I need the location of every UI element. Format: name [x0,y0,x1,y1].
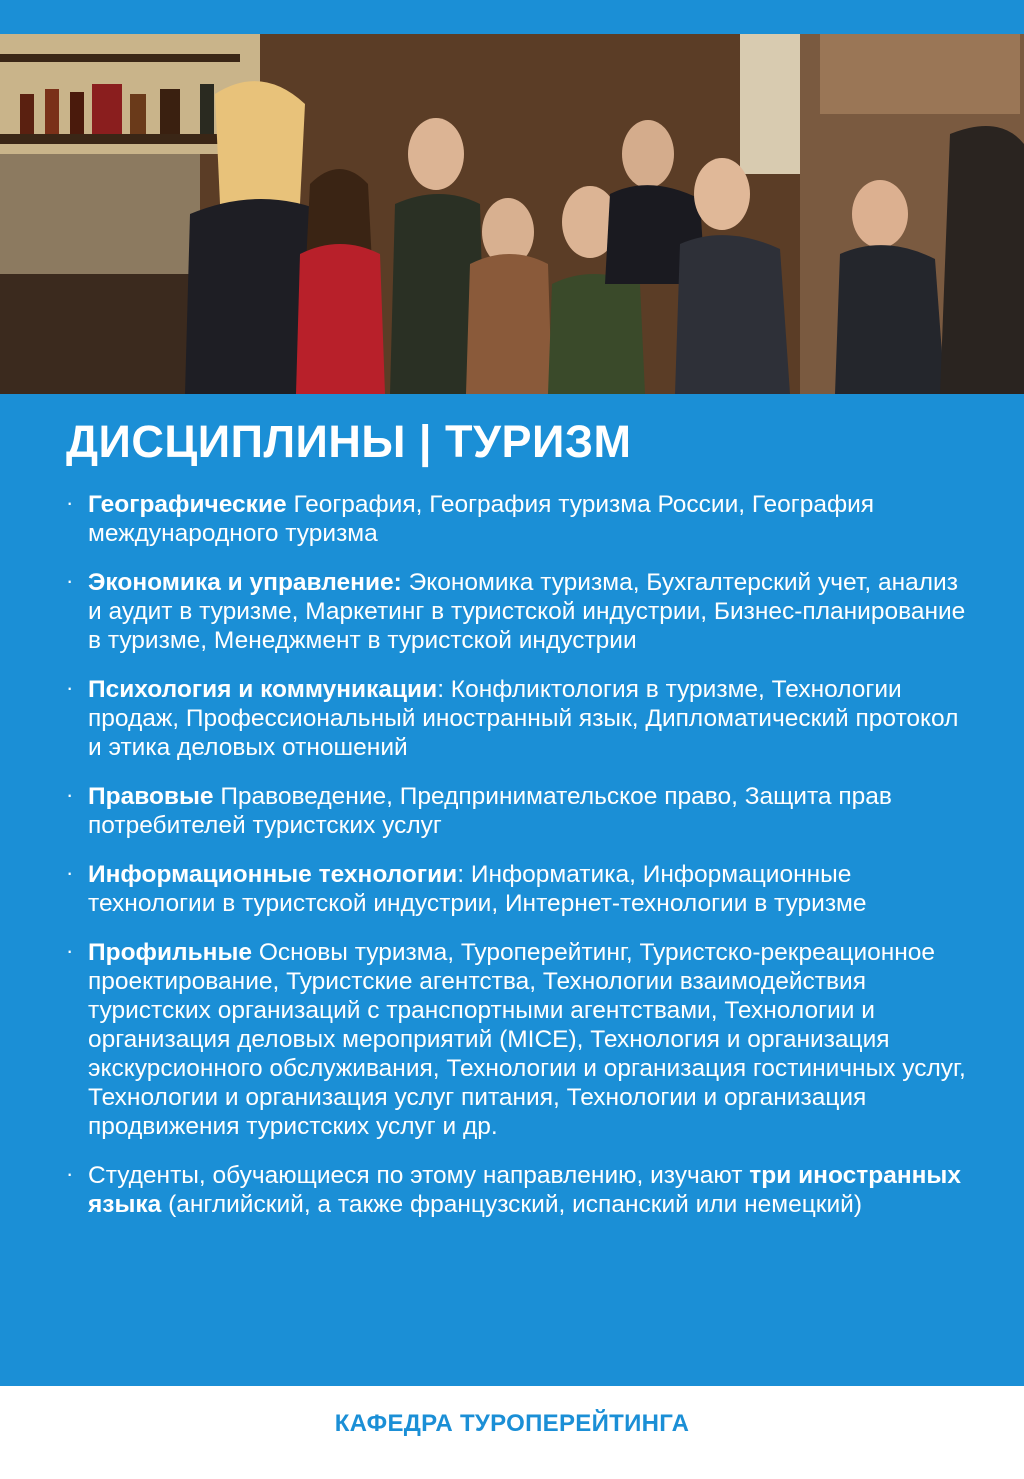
bullet-icon: · [66,860,74,885]
list-item [66,860,966,918]
item-text-tail: (английский, а также французский, испанский или немецкий) [161,1191,862,1218]
item-text: География, География туризма России, География международного туризма [88,491,875,547]
bullet-icon: · [66,938,74,963]
item-heading: Информационные технологии [88,861,458,888]
item-text: Студенты, обучающиеся по этому направлению, изучают [88,1162,750,1189]
list-item [66,1161,966,1219]
item-heading: Географические [88,491,287,518]
list-item [66,782,966,840]
bullet-icon: · [66,490,74,515]
bullet-icon: · [66,782,74,807]
item-heading: Экономика и управление: [88,569,402,596]
bullet-icon: · [66,675,74,700]
list-item [66,675,966,762]
top-strip [0,0,1024,34]
item-text: Правоведение, Предпринимательское право, Защита прав потребителей туристских услуг [88,783,892,839]
footer [0,1386,1024,1479]
item-heading: Правовые [88,783,214,810]
item-text: Экономика туризма, Бухгалтерский учет, анализ и аудит в туризме, Маркетинг в туристской индустрии, Бизнес-планирование в туризме, Менеджмент в туристской индустрии [88,569,966,654]
disciplines-list [66,490,966,1239]
bullet-icon: · [66,568,74,593]
list-item [66,938,966,1141]
list-item [66,490,966,548]
bullet-icon: · [66,1161,74,1186]
item-text: : Конфликтология в туризме, Технологии продаж, Профессиональный иностранный язык, Дипломатический протокол и этика деловых отношений [88,676,959,761]
disciplines-section [0,394,1024,1386]
item-emphasis: три иностранных языка [88,1162,961,1218]
department-name: КАФЕДРА ТУРОПЕРЕЙТИНГА [334,1410,690,1437]
hero-photo [0,34,1024,394]
item-text: Основы туризма, Туроперейтинг, Туристско-рекреационное проектирование, Туристские агентства, Технологии взаимодействия туристских организаций с транспортными агентствами, Технологии и организация деловых мероприятий (MICE), Технология и организация экскурсионного обслуживания, Технологии и организация гостиничных услуг, Технологии и организация услуг питания, Технологии и организация продвижения туристских услуг и др. [88,939,966,1140]
item-text: : Информатика, Информационные технологии в туристской индустрии, Интернет-технологии в туризме [88,861,867,917]
item-heading: Психология и коммуникации [88,676,438,703]
photo-illustration [0,34,1024,394]
list-item [66,568,966,655]
page-title: ДИСЦИПЛИНЫ | ТУРИЗМ [66,416,632,467]
item-heading: Профильные [88,939,253,966]
